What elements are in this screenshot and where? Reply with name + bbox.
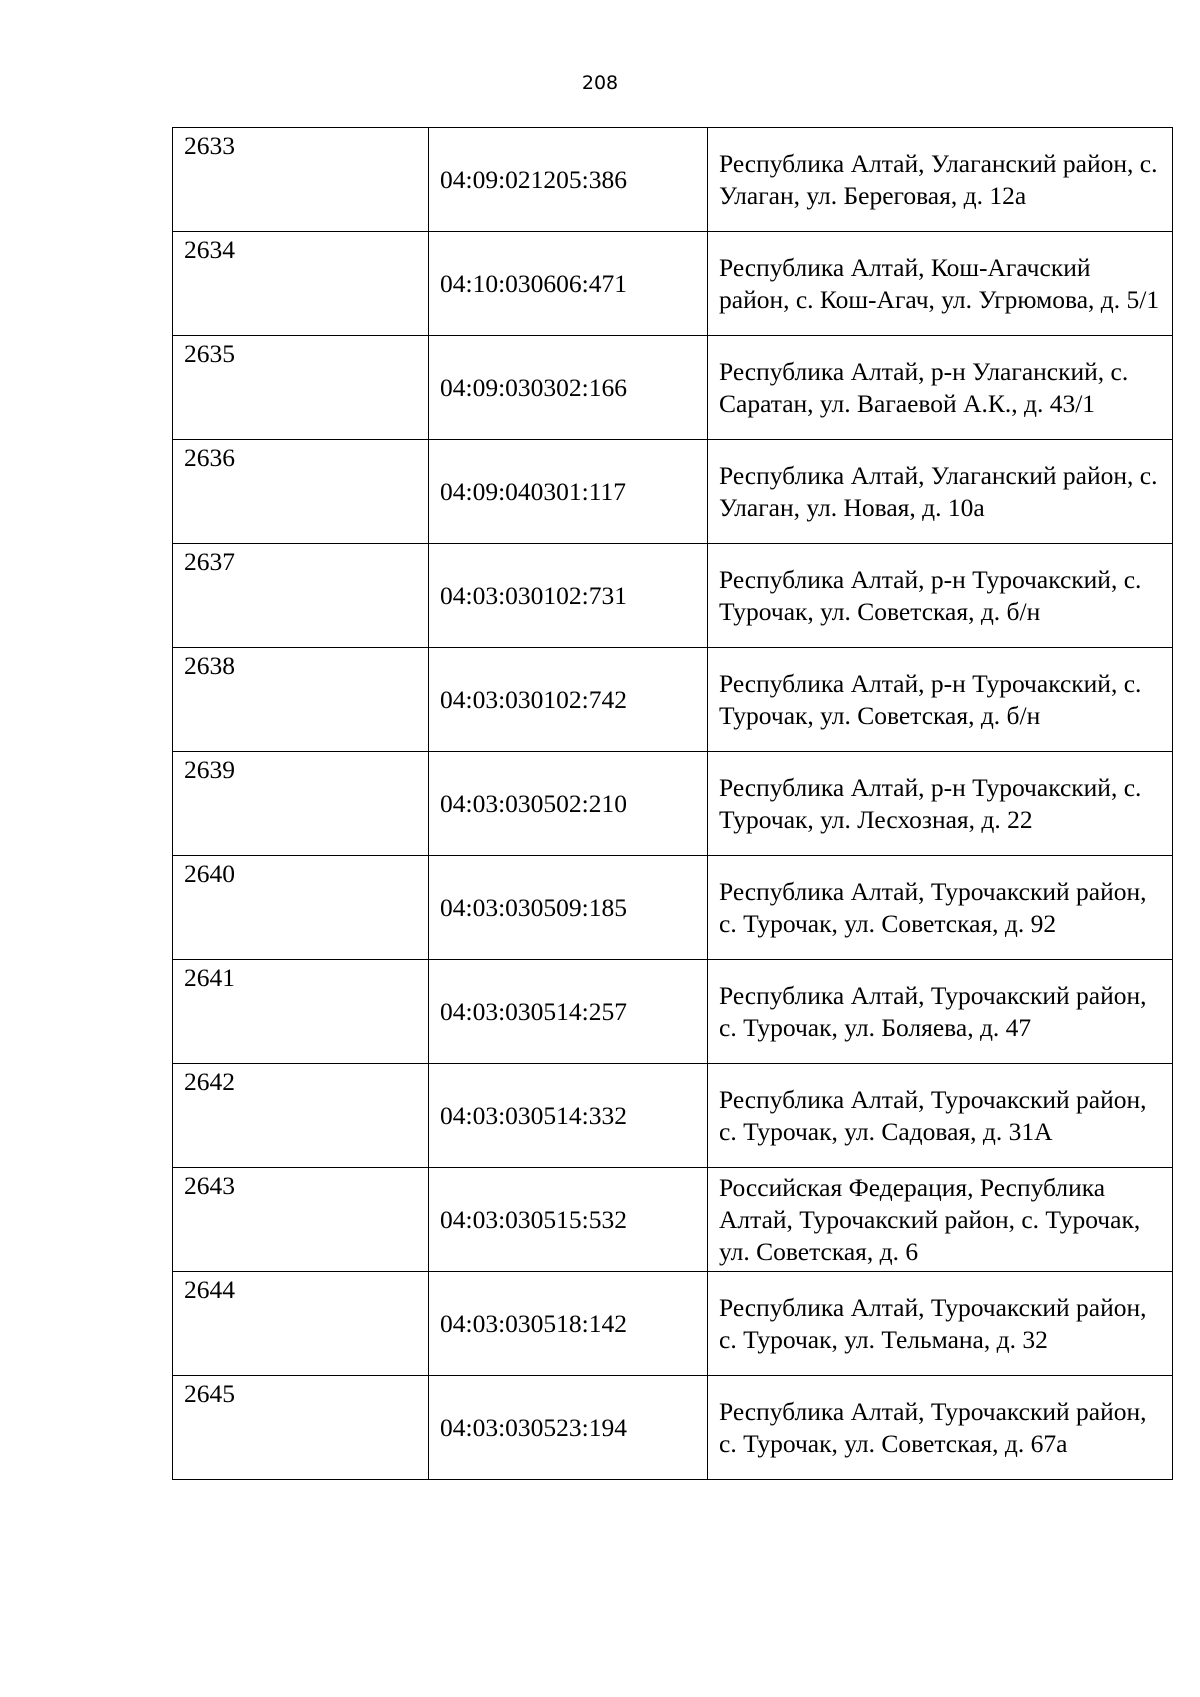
cadastral-number-cell: 04:03:030514:257 — [429, 960, 708, 1064]
cadastral-number-cell: 04:03:030509:185 — [429, 856, 708, 960]
row-number-cell: 2643 — [173, 1168, 429, 1272]
cadastral-number-cell: 04:09:030302:166 — [429, 336, 708, 440]
row-number-cell: 2645 — [173, 1376, 429, 1480]
table-row — [173, 440, 1173, 544]
row-number-cell: 2642 — [173, 1064, 429, 1168]
table-row — [173, 1168, 1173, 1272]
address-cell: Республика Алтай, Кош-Агачский район, с. Кош-Агач, ул. Угрюмова, д. 5/1 — [708, 232, 1173, 336]
cadastral-number-cell: 04:03:030502:210 — [429, 752, 708, 856]
table-row — [173, 752, 1173, 856]
address-cell: Российская Федерация, Республика Алтай, Турочакский район, с. Турочак, ул. Советская, д. 6 — [708, 1168, 1173, 1272]
cadastral-number-cell: 04:09:040301:117 — [429, 440, 708, 544]
row-number-cell: 2639 — [173, 752, 429, 856]
cadastral-number-cell: 04:03:030515:532 — [429, 1168, 708, 1272]
table-row — [173, 1272, 1173, 1376]
row-number-cell: 2633 — [173, 128, 429, 232]
table-row — [173, 648, 1173, 752]
table-row — [173, 128, 1173, 232]
page-number: 208 — [581, 72, 619, 94]
row-number-cell: 2634 — [173, 232, 429, 336]
address-cell: Республика Алтай, р-н Турочакский, с. Турочак, ул. Лесхозная, д. 22 — [708, 752, 1173, 856]
table-row — [173, 232, 1173, 336]
cadastral-number-cell: 04:09:021205:386 — [429, 128, 708, 232]
row-number-cell: 2644 — [173, 1272, 429, 1376]
table-row — [173, 336, 1173, 440]
cadastral-number-cell: 04:03:030523:194 — [429, 1376, 708, 1480]
address-cell: Республика Алтай, Улаганский район, с. Улаган, ул. Береговая, д. 12а — [708, 128, 1173, 232]
cadastral-number-cell: 04:03:030518:142 — [429, 1272, 708, 1376]
row-number-cell: 2636 — [173, 440, 429, 544]
cadastral-number-cell: 04:03:030514:332 — [429, 1064, 708, 1168]
cadastral-number-cell: 04:03:030102:731 — [429, 544, 708, 648]
registry-table — [172, 127, 1173, 1480]
address-cell: Республика Алтай, Турочакский район, с. Турочак, ул. Советская, д. 92 — [708, 856, 1173, 960]
cadastral-number-cell: 04:10:030606:471 — [429, 232, 708, 336]
address-cell: Республика Алтай, Турочакский район, с. Турочак, ул. Тельмана, д. 32 — [708, 1272, 1173, 1376]
address-cell: Республика Алтай, р-н Турочакский, с. Турочак, ул. Советская, д. б/н — [708, 648, 1173, 752]
row-number-cell: 2637 — [173, 544, 429, 648]
row-number-cell: 2638 — [173, 648, 429, 752]
table-row — [173, 960, 1173, 1064]
address-cell: Республика Алтай, Турочакский район, с. Турочак, ул. Боляева, д. 47 — [708, 960, 1173, 1064]
registry-table-body — [173, 128, 1173, 1480]
address-cell: Республика Алтай, Турочакский район, с. Турочак, ул. Советская, д. 67а — [708, 1376, 1173, 1480]
row-number-cell: 2640 — [173, 856, 429, 960]
cadastral-number-cell: 04:03:030102:742 — [429, 648, 708, 752]
row-number-cell: 2641 — [173, 960, 429, 1064]
table-row — [173, 544, 1173, 648]
table-row — [173, 1064, 1173, 1168]
table-row — [173, 856, 1173, 960]
address-cell: Республика Алтай, р-н Турочакский, с. Турочак, ул. Советская, д. б/н — [708, 544, 1173, 648]
table-row — [173, 1376, 1173, 1480]
address-cell: Республика Алтай, р-н Улаганский, с. Саратан, ул. Вагаевой А.К., д. 43/1 — [708, 336, 1173, 440]
address-cell: Республика Алтай, Улаганский район, с. Улаган, ул. Новая, д. 10а — [708, 440, 1173, 544]
row-number-cell: 2635 — [173, 336, 429, 440]
address-cell: Республика Алтай, Турочакский район, с. Турочак, ул. Садовая, д. 31А — [708, 1064, 1173, 1168]
